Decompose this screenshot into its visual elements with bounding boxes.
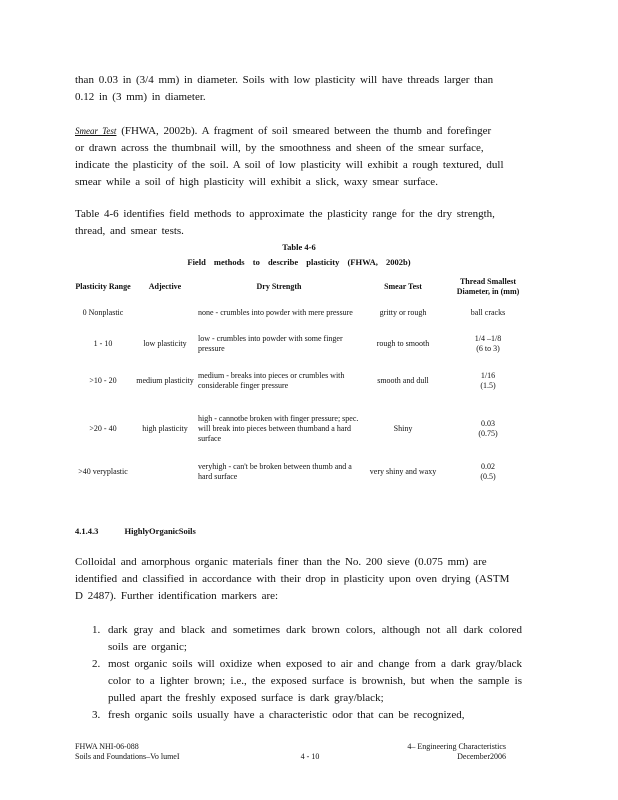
table-caption: Field methods to describe plasticity (FHWA, 2002b) xyxy=(187,257,411,267)
smear-test-heading: Smear Test xyxy=(75,126,117,136)
table-row xyxy=(72,402,532,456)
thread-value: 0.02 xyxy=(481,462,495,471)
cell-dry-strength: low - crumbles into powder with some finger pressure xyxy=(198,334,343,353)
smear-line-2: or drawn across the thumbnail will, by the smoothness and sheen of the smear surface, xyxy=(75,142,484,154)
organic-line-1: Colloidal and amorphous organic materials finer than the No. 200 sieve (0.075 mm) are xyxy=(75,556,487,568)
list-item-number: 1. xyxy=(92,624,101,636)
identification-markers-list xyxy=(92,622,522,724)
cell-thread xyxy=(444,298,532,328)
section-heading xyxy=(75,526,196,536)
thread-mm: (0.75) xyxy=(478,429,498,438)
cell-dry-strength: high - cannotbe broken with finger pressure; spec. will break into pieces between thumband a hard surface xyxy=(198,414,359,443)
cell-thread xyxy=(444,456,532,488)
smear-line-4: smear while a soil of high plasticity will exhibit a slick, waxy smear surface. xyxy=(75,176,438,188)
cell-adjective: low plasticity xyxy=(143,339,187,348)
cell-range: >10 - 20 xyxy=(89,376,117,385)
header-thread-diameter: Thread Smallest Diameter, in (mm) xyxy=(456,277,520,296)
cell-dry-strength: none - crumbles into powder with mere pressure xyxy=(198,308,353,317)
list-item-text: most organic soils will oxidize when exposed to air and change from a dark gray/black color to a lighter brown; i.e., the exposed surface is brownish, but when the sample is pulled apart the freshly exposed surface is dark gray/black; xyxy=(108,658,522,704)
cell-smear: rough to smooth xyxy=(376,339,430,348)
list-item-number: 3. xyxy=(92,709,101,721)
cell-thread xyxy=(444,328,532,360)
intro-paragraph xyxy=(75,72,523,106)
list-item xyxy=(92,707,522,724)
cell-smear: very shiny and waxy xyxy=(369,467,437,476)
thread-value: 1/4 –1/8 xyxy=(474,334,502,343)
cell-adjective xyxy=(134,456,196,488)
plasticity-methods-table xyxy=(72,276,532,488)
thread-mm: (1.5) xyxy=(480,381,496,390)
smear-test-paragraph xyxy=(75,123,523,191)
cell-thread xyxy=(444,360,532,402)
cell-range: >20 - 40 xyxy=(89,424,117,433)
list-item-text: fresh organic soils usually have a characteristic odor that can be recognized, xyxy=(108,709,465,721)
table-intro-line-1: Table 4-6 identifies field methods to approximate the plasticity range for the dry strength, xyxy=(75,208,495,220)
cell-range: 1 - 10 xyxy=(93,339,113,348)
intro-line-2: 0.12 in (3 mm) in diameter. xyxy=(75,91,206,103)
footer-page-number: 4 - 10 xyxy=(300,752,320,761)
cell-dry-strength: medium - breaks into pieces or crumbles with considerable finger pressure xyxy=(198,371,345,390)
cell-range: 0 Nonplastic xyxy=(82,308,124,317)
table-intro-line-2: thread, and smear tests. xyxy=(75,225,184,237)
thread-value: ball cracks xyxy=(470,308,506,317)
cell-adjective xyxy=(134,298,196,328)
header-dry-strength: Dry Strength xyxy=(256,282,302,291)
header-smear-test: Smear Test xyxy=(384,282,422,291)
footer-left xyxy=(75,742,180,762)
thread-mm: (6 to 3) xyxy=(476,344,500,353)
cell-thread xyxy=(444,402,532,456)
table-row xyxy=(72,456,532,488)
table-row xyxy=(72,328,532,360)
cell-adjective: high plasticity xyxy=(142,424,188,433)
thread-value: 0.03 xyxy=(481,419,495,428)
table-intro-paragraph xyxy=(75,206,523,240)
table-number: Table 4-6 xyxy=(282,242,316,252)
list-item-number: 2. xyxy=(92,658,101,670)
table-header-row xyxy=(72,276,532,298)
footer-right xyxy=(390,742,506,762)
organic-soils-paragraph xyxy=(75,554,523,605)
cell-smear: smooth and dull xyxy=(377,376,429,385)
list-item xyxy=(92,656,522,707)
thread-mm: (0.5) xyxy=(480,472,496,481)
footer-date: December2006 xyxy=(457,752,506,761)
list-item-text: dark gray and black and sometimes dark brown colors, although not all dark colored soils are organic; xyxy=(108,624,522,653)
cell-adjective: medium plasticity xyxy=(136,376,194,385)
organic-line-2: identified and classified in accordance with their drop in plasticity upon oven drying (ASTM xyxy=(75,573,510,585)
table-row xyxy=(72,298,532,328)
cell-range: >40 veryplastic xyxy=(78,467,128,476)
organic-line-3: D 2487). Further identification markers are: xyxy=(75,590,279,602)
header-plasticity-range: Plasticity Range xyxy=(75,282,131,291)
footer-chapter: 4– Engineering Characteristics xyxy=(407,742,506,751)
footer-document-id: FHWA NHI-06-088 xyxy=(75,742,139,751)
footer-volume: Soils and Foundations–Vo lumeI xyxy=(75,752,180,761)
smear-line-1: (FHWA, 2002b). A fragment of soil smeared between the thumb and forefinger xyxy=(116,125,492,137)
thread-value: 1/16 xyxy=(480,371,496,380)
cell-smear: gritty or rough xyxy=(379,308,427,317)
list-item xyxy=(92,622,522,656)
header-adjective: Adjective xyxy=(148,282,182,291)
table-title xyxy=(75,242,523,267)
section-title: HighlyOrganicSoils xyxy=(124,526,196,536)
intro-line-1: than 0.03 in (3/4 mm) in diameter. Soils with low plasticity will have threads larger than xyxy=(75,74,494,86)
table-row xyxy=(72,360,532,402)
cell-dry-strength: veryhigh - can't be broken between thumb and a hard surface xyxy=(198,462,352,481)
cell-smear: Shiny xyxy=(393,424,413,433)
section-number: 4.1.4.3 xyxy=(75,526,99,536)
smear-line-3: indicate the plasticity of the soil. A soil of low plasticity will exhibit a rough textured, dull xyxy=(75,159,504,171)
